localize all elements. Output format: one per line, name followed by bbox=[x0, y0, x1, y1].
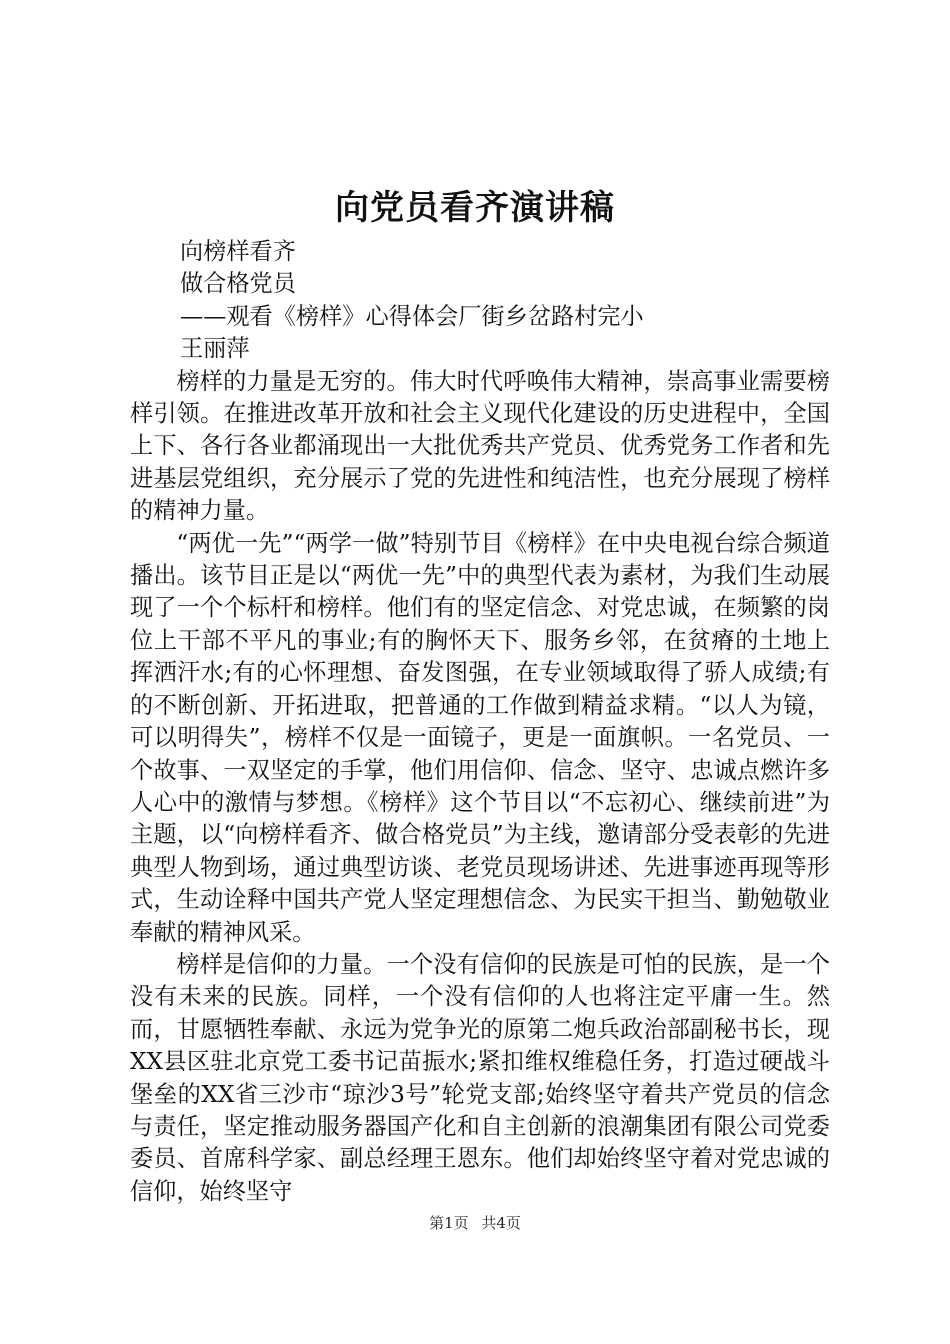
paragraph-3: 榜样是信仰的力量。一个没有信仰的民族是可怕的民族，是一个没有未来的民族。同样，一个没有信仰的人也将注定平庸一生。然而，甘愿牺牲奉献、永远为党争光的原第二炮兵政治部副秘书长，现XX县区驻北京党工委书记苗振水;紧扣维权维稳任务，打造过硬战斗堡垒的XX省三沙市“琼沙3号”轮党支部;始终坚守着共产党员的信念与责任，坚定推动服务器国产化和自主创新的浪潮集团有限公司党委委员、首席科学家、副总经理王恩东。他们却始终坚守着对党忠诚的信仰，始终坚守 bbox=[130, 950, 830, 1205]
document-body bbox=[130, 236, 830, 1208]
subtitle-line-3: ——观看《榜样》心得体会厂街乡岔路村完小 bbox=[180, 302, 644, 330]
page-title: 向党员看齐演讲稿 bbox=[335, 188, 615, 228]
page-footer bbox=[0, 1213, 950, 1233]
page-total: 共4页 bbox=[481, 1214, 521, 1232]
paragraph-2: “两优一先”“两学一做”特别节目《榜样》在中央电视台综合频道播出。该节目正是以“两优一先”中的典型代表为素材，为我们生动展现了一个个标杆和榜样。他们有的坚定信念、对党忠诚，在频繁的岗位上干部不平凡的事业;有的胸怀天下、服务乡邻，在贫瘠的土地上挥洒汗水;有的心怀理想、奋发图强，在专业领域取得了骄人成绩;有的不断创新、开拓进取，把普通的工作做到精益求精。“以人为镜，可以明得失”，榜样不仅是一面镜子，更是一面旗帜。一名党员、一个故事、一双坚定的手掌，他们用信仰、信念、坚守、忠诚点燃许多人心中的激情与梦想。《榜样》这个节目以“不忘初心、继续前进”为主题，以“向榜样看齐、做合格党员”为主线，邀请部分受表彰的先进典型人物到场，通过典型访谈、老党员现场讲述、先进事迹再现等形式，生动诠释中国共产党人坚定理想信念、为民实干担当、勤勉敬业奉献的精神风采。 bbox=[130, 529, 830, 946]
subtitle-line-2: 做合格党员 bbox=[180, 270, 296, 298]
author-name: 王丽萍 bbox=[180, 335, 250, 363]
paragraph-1: 榜样的力量是无穷的。伟大时代呼唤伟大精神，崇高事业需要榜样引领。在推进改革开放和社会主义现代化建设的历史进程中，全国上下、各行各业都涌现出一大批优秀共产党员、优秀党务工作者和先进基层党组织，充分展示了党的先进性和纯洁性，也充分展现了榜样的精神力量。 bbox=[130, 367, 830, 525]
subtitle-line-1: 向榜样看齐 bbox=[180, 238, 296, 265]
page-number: 第1页 bbox=[429, 1214, 469, 1232]
